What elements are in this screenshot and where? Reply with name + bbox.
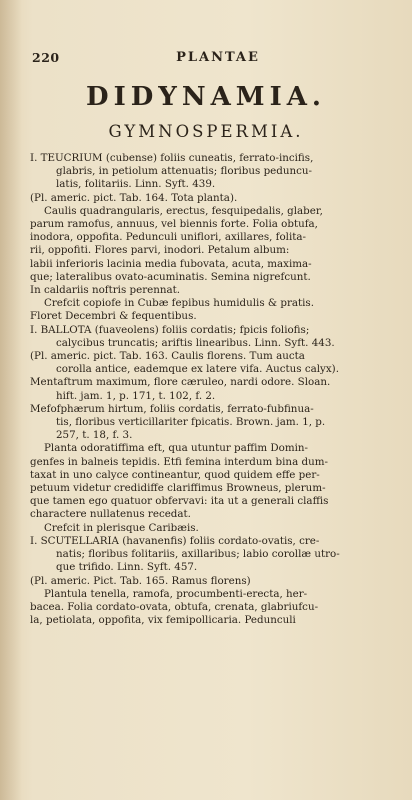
text-line: que; lateralibus ovato-acuminatis. Semina nigrefcunt. <box>30 270 311 283</box>
text-line: (Pl. americ. pict. Tab. 163. Caulis florens. Tum aucta <box>30 350 305 363</box>
text-line: In caldariis noftris perennat. <box>30 284 181 297</box>
page-header <box>32 50 404 66</box>
body-text <box>30 152 406 627</box>
text-line: Caulis quadrangularis, erectus, fesquipedalis, glaber, <box>44 204 323 217</box>
text-line: calycibus truncatis; ariftis linearibus. Linn. Syft. 443. <box>56 336 335 349</box>
text-line: genfes in balneis tepidis. Etfi femina interdum bina dum- <box>30 455 328 468</box>
text-line: (Pl. americ. pict. Tab. 164. Tota planta). <box>30 191 238 204</box>
text-line: taxat in uno calyce contineantur, quod quidem effe per- <box>30 468 320 481</box>
page-number: 220 <box>32 50 60 65</box>
text-line: tis, floribus verticillariter fpicatis. Brown. jam. 1, p. <box>56 416 326 429</box>
text-line: Crefcit copiofe in Cubæ fepibus humidulis & pratis. <box>44 297 314 310</box>
text-line: que tamen ego quatuor obfervavi: ita ut a generali claffis <box>30 495 329 508</box>
text-line: I. SCUTELLARIA (havanenfis) foliis cordato-ovatis, cre- <box>30 534 320 547</box>
text-line: corolla antice, eademque ex latere vifa. Auctus calyx). <box>56 363 339 376</box>
text-line: la, petiolata, oppofita, vix femipollicaria. Pedunculi <box>30 614 296 627</box>
text-line: Mefofphærum hirtum, foliis cordatis, ferrato-fubfinua- <box>30 402 314 415</box>
text-line: glabris, in petiolum attenuatis; floribus peduncu- <box>56 165 312 178</box>
text-line: Plantula tenella, ramofa, procumbenti-erecta, her- <box>44 587 308 600</box>
text-line: charactere nullatenus recedat. <box>30 508 191 521</box>
text-line: labii inferioris lacinia media fubovata, acuta, maxima- <box>30 257 312 270</box>
text-line: I. TEUCRIUM (cubense) foliis cuneatis, ferrato-incifis, <box>30 152 314 164</box>
class-title: DIDYNAMIA. <box>86 82 326 112</box>
order-title: GYMNOSPERMIA. <box>108 122 304 141</box>
text-line: inodora, oppofita. Pedunculi uniflori, axillares, folita- <box>30 231 307 244</box>
text-line: que trifido. Linn. Syft. 457. <box>56 561 198 574</box>
text-line: rii, oppofiti. Flores parvi, inodori. Petalum album: <box>30 244 290 257</box>
text-line: hift. jam. 1, p. 171, t. 102, f. 2. <box>56 389 216 402</box>
text-line: Mentaftrum maximum, flore cæruleo, nardi odore. Sloan. <box>30 376 331 389</box>
text-line: Crefcit in plerisque Caribæis. <box>44 521 199 534</box>
text-line: latis, folitariis. Linn. Syft. 439. <box>56 178 216 191</box>
text-line: 257, t. 18, f. 3. <box>56 429 133 442</box>
running-head: PLANTAE <box>176 50 260 65</box>
text-line: parum ramofus, annuus, vel biennis forte. Folia obtufa, <box>30 218 318 231</box>
text-line: I. BALLOTA (fuaveolens) foliis cordatis; fpicis foliofis; <box>30 323 310 336</box>
text-line: bacea. Folia cordato-ovata, obtufa, crenata, glabriufcu- <box>30 600 319 613</box>
text-line: petuum videtur credidiffe clariffimus Browneus, plerum- <box>30 482 326 495</box>
text-line: (Pl. americ. Pict. Tab. 165. Ramus florens) <box>30 574 251 587</box>
page-gutter-shadow <box>0 0 22 800</box>
text-line: natis; floribus folitariis, axillaribus; labio corollæ utro- <box>56 548 340 561</box>
text-line: Planta odoratiffima eft, qua utuntur paffim Domin- <box>44 442 309 455</box>
text-line: Floret Decembri & fequentibus. <box>30 310 197 323</box>
